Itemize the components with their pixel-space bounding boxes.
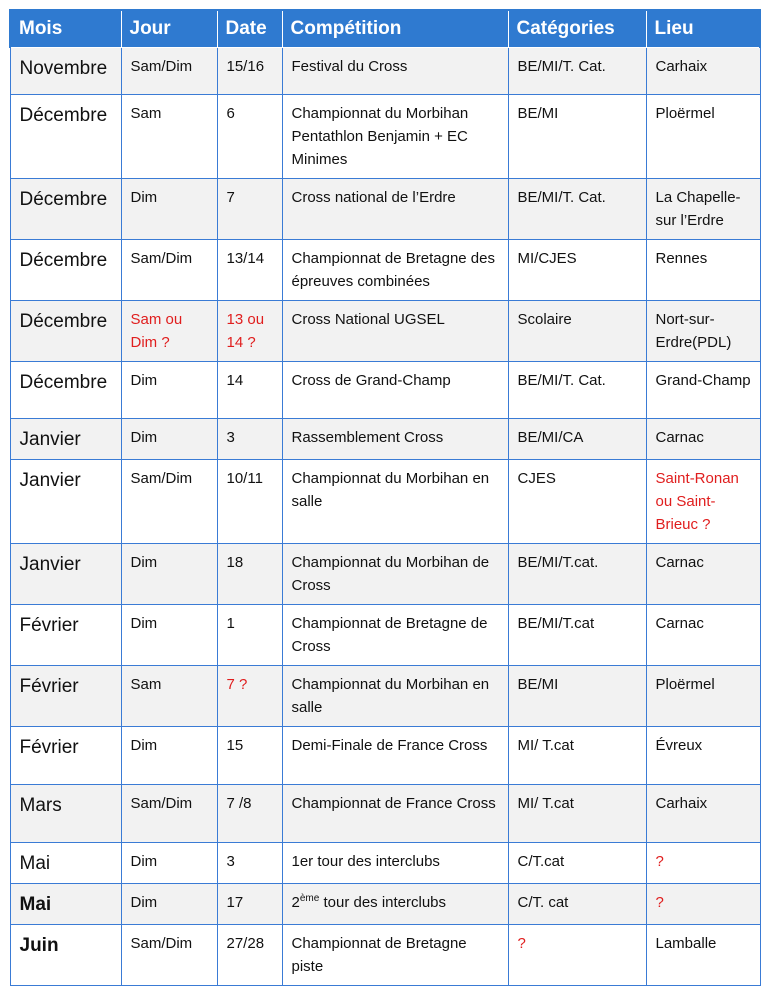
cell-lieu: Rennes	[646, 240, 760, 301]
cell-mois: Février	[10, 727, 121, 785]
cell-date: 14	[217, 362, 282, 419]
cell-lieu: Carhaix	[646, 785, 760, 843]
cell-categories: MI/CJES	[508, 240, 646, 301]
header-row	[10, 10, 760, 48]
cell-mois: Février	[10, 605, 121, 666]
calendar-table-container	[9, 9, 761, 986]
cell-lieu: ?	[646, 843, 760, 884]
cell-date: 3	[217, 419, 282, 460]
cell-jour: Dim	[121, 362, 217, 419]
table-row	[10, 884, 760, 925]
header-jour: Jour	[121, 10, 217, 48]
cell-jour: Sam	[121, 95, 217, 179]
cell-competition: Festival du Cross	[282, 48, 508, 95]
cell-categories: BE/MI/T.cat.	[508, 544, 646, 605]
cell-competition: Championnat du Morbihan Pentathlon Benjamin + EC Minimes	[282, 95, 508, 179]
competition-prefix: 2	[291, 894, 300, 911]
cell-lieu: Carnac	[646, 544, 760, 605]
cell-date: 3	[217, 843, 282, 884]
cell-jour: Dim	[121, 544, 217, 605]
cell-lieu: Carnac	[646, 419, 760, 460]
cell-lieu: ?	[646, 884, 760, 925]
cell-competition: Cross national de l’Erdre	[282, 179, 508, 240]
cell-mois: Décembre	[10, 240, 121, 301]
table-row	[10, 240, 760, 301]
cell-mois: Décembre	[10, 179, 121, 240]
cell-lieu: Grand-Champ	[646, 362, 760, 419]
cell-categories: BE/MI	[508, 666, 646, 727]
cell-jour: Dim	[121, 843, 217, 884]
header-mois: Mois	[10, 10, 121, 48]
cell-jour: Dim	[121, 179, 217, 240]
cell-date: 7	[217, 179, 282, 240]
cell-jour: Dim	[121, 419, 217, 460]
cell-date: 18	[217, 544, 282, 605]
cell-categories: BE/MI/T.cat	[508, 605, 646, 666]
competition-superscript: ème	[299, 893, 320, 904]
cell-competition	[282, 884, 508, 925]
cell-mois: Mai	[10, 843, 121, 884]
cell-date: 6	[217, 95, 282, 179]
cell-categories: C/T. cat	[508, 884, 646, 925]
table-row	[10, 95, 760, 179]
table-row	[10, 179, 760, 240]
header-date: Date	[217, 10, 282, 48]
cell-mois: Janvier	[10, 460, 121, 544]
cell-jour: Sam/Dim	[121, 785, 217, 843]
table-row	[10, 362, 760, 419]
cell-competition: Championnat de Bretagne piste	[282, 925, 508, 986]
cell-date: 13 ou 14 ?	[217, 301, 282, 362]
cell-mois: Mai	[10, 884, 121, 925]
cell-lieu: Évreux	[646, 727, 760, 785]
cell-competition: Cross de Grand-Champ	[282, 362, 508, 419]
cell-competition: Championnat de Bretagne des épreuves combinées	[282, 240, 508, 301]
cell-competition: Championnat du Morbihan de Cross	[282, 544, 508, 605]
table-row	[10, 460, 760, 544]
cell-categories: BE/MI/CA	[508, 419, 646, 460]
cell-categories: Scolaire	[508, 301, 646, 362]
cell-jour: Sam/Dim	[121, 460, 217, 544]
cell-categories: BE/MI/T. Cat.	[508, 48, 646, 95]
competition-suffix: tour des interclubs	[319, 894, 447, 911]
table-row	[10, 666, 760, 727]
cell-categories: BE/MI/T. Cat.	[508, 362, 646, 419]
cell-jour: Sam	[121, 666, 217, 727]
cell-competition: Cross National UGSEL	[282, 301, 508, 362]
cell-competition: Rassemblement Cross	[282, 419, 508, 460]
cell-lieu: Nort-sur-Erdre(PDL)	[646, 301, 760, 362]
cell-date: 15/16	[217, 48, 282, 95]
cell-date: 7 /8	[217, 785, 282, 843]
cell-mois: Décembre	[10, 95, 121, 179]
cell-competition: Championnat de Bretagne de Cross	[282, 605, 508, 666]
cell-jour: Sam/Dim	[121, 240, 217, 301]
cell-jour: Dim	[121, 727, 217, 785]
cell-lieu: Carnac	[646, 605, 760, 666]
table-row	[10, 544, 760, 605]
table-row	[10, 843, 760, 884]
cell-categories: MI/ T.cat	[508, 727, 646, 785]
cell-date: 27/28	[217, 925, 282, 986]
cell-jour: Dim	[121, 605, 217, 666]
cell-lieu: Ploërmel	[646, 666, 760, 727]
competition-calendar-table	[9, 9, 761, 986]
cell-lieu: La Chapelle-sur l’Erdre	[646, 179, 760, 240]
table-row	[10, 727, 760, 785]
cell-date: 1	[217, 605, 282, 666]
cell-lieu: Ploërmel	[646, 95, 760, 179]
cell-categories: BE/MI/T. Cat.	[508, 179, 646, 240]
cell-competition: Demi-Finale de France Cross	[282, 727, 508, 785]
cell-date: 15	[217, 727, 282, 785]
cell-jour: Sam/Dim	[121, 925, 217, 986]
cell-mois: Janvier	[10, 419, 121, 460]
table-row	[10, 785, 760, 843]
cell-categories: CJES	[508, 460, 646, 544]
cell-jour: Sam ou Dim ?	[121, 301, 217, 362]
cell-date: 7 ?	[217, 666, 282, 727]
header-competition: Compétition	[282, 10, 508, 48]
cell-date: 13/14	[217, 240, 282, 301]
cell-competition: Championnat de France Cross	[282, 785, 508, 843]
cell-mois: Novembre	[10, 48, 121, 95]
cell-lieu: Lamballe	[646, 925, 760, 986]
cell-competition: Championnat du Morbihan en salle	[282, 666, 508, 727]
cell-competition: Championnat du Morbihan en salle	[282, 460, 508, 544]
cell-mois: Janvier	[10, 544, 121, 605]
table-row	[10, 925, 760, 986]
cell-competition: 1er tour des interclubs	[282, 843, 508, 884]
header-lieu: Lieu	[646, 10, 760, 48]
cell-date: 10/11	[217, 460, 282, 544]
cell-mois: Février	[10, 666, 121, 727]
cell-categories: BE/MI	[508, 95, 646, 179]
cell-lieu: Carhaix	[646, 48, 760, 95]
cell-lieu: Saint-Ronan ou Saint-Brieuc ?	[646, 460, 760, 544]
cell-mois: Décembre	[10, 362, 121, 419]
cell-mois: Décembre	[10, 301, 121, 362]
table-row	[10, 48, 760, 95]
table-row	[10, 301, 760, 362]
cell-date: 17	[217, 884, 282, 925]
cell-jour: Dim	[121, 884, 217, 925]
table-row	[10, 605, 760, 666]
cell-jour: Sam/Dim	[121, 48, 217, 95]
table-row	[10, 419, 760, 460]
cell-categories: C/T.cat	[508, 843, 646, 884]
cell-categories: ?	[508, 925, 646, 986]
cell-mois: Mars	[10, 785, 121, 843]
header-categories: Catégories	[508, 10, 646, 48]
cell-categories: MI/ T.cat	[508, 785, 646, 843]
cell-mois: Juin	[10, 925, 121, 986]
